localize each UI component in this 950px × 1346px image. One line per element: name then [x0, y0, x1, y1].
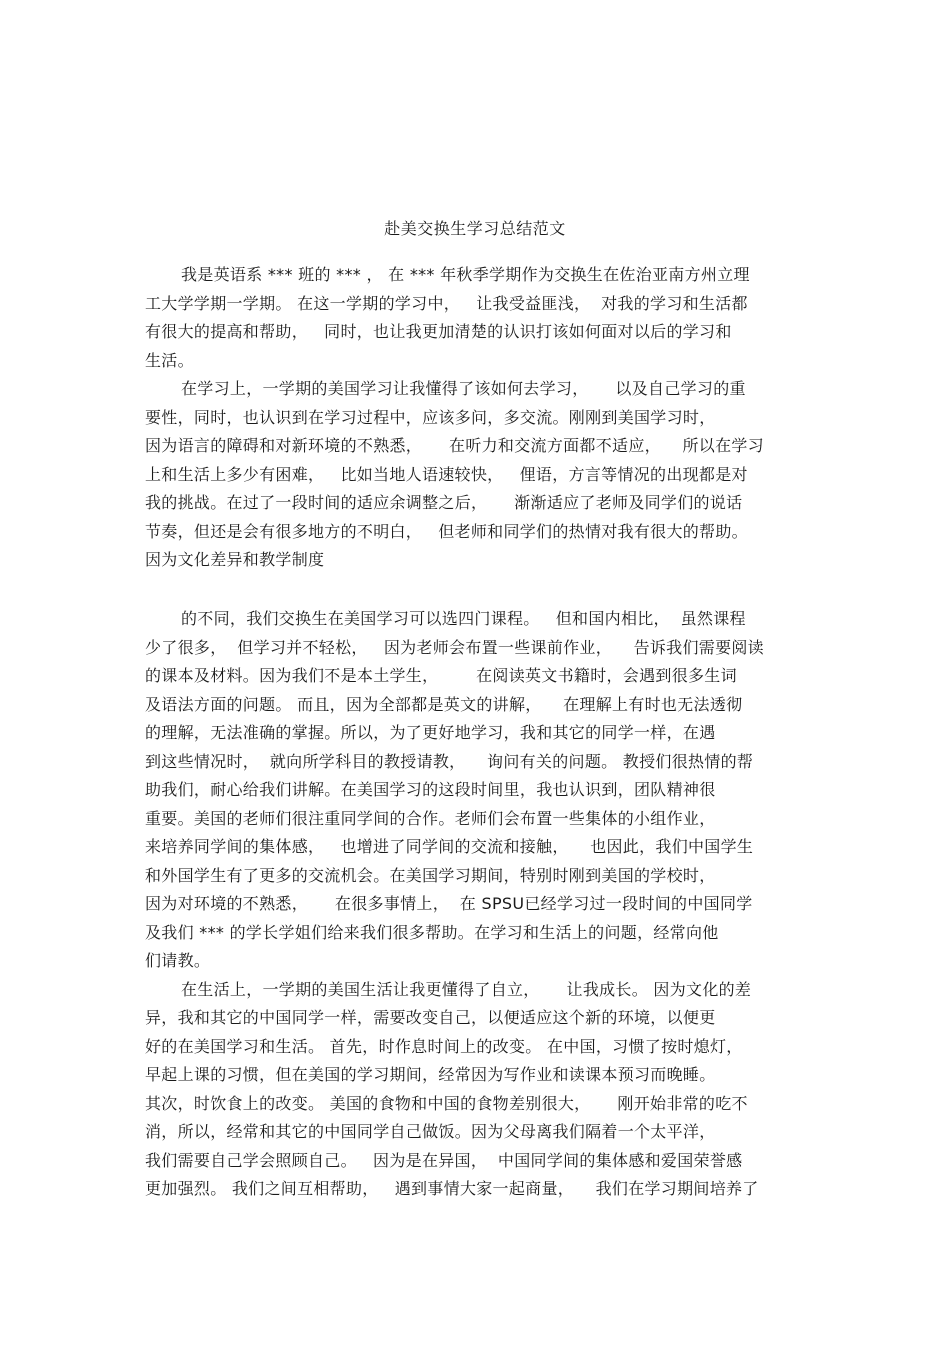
paragraph-line: 和外国学生有了更多的交流机会。在美国学习期间，特别时刚到美国的学校时， [145, 865, 716, 885]
paragraph-line: 异，我和其它的中国同学一样，需要改变自己，以便适应这个新的环境，以便更 [145, 1008, 716, 1027]
paragraph-line: 因为语言的障碍和对新环境的不熟悉， 在听力和交流方面都不适应， 所以在学习 [145, 436, 764, 455]
text-block-2 [145, 605, 825, 1204]
paragraph-line: 的理解，无法准确的掌握。所以，为了更好地学习，我和其它的同学一样，在遇 [145, 723, 716, 742]
paragraph-line: 其次，时饮食上的改变。 美国的食物和中国的食物差别很大， 刚开始非常的吃不 [145, 1093, 748, 1113]
paragraph-line: 我是英语系 *** 班的 *** ， 在 *** 年秋季学期作为交换生在佐治亚南方州立理 [181, 265, 750, 284]
text-block-1 [145, 261, 825, 575]
paragraph-line: 因为文化差异和教学制度 [145, 550, 325, 569]
paragraph-line: 我们需要自己学会照顾自己。 因为是在异国， 中国同学间的集体感和爱国荣誉感 [145, 1150, 743, 1170]
paragraph-line: 有很大的提高和帮助， 同时，也让我更加清楚的认识打该如何面对以后的学习和 [145, 322, 732, 341]
paragraph-line: 消，所以，经常和其它的中国同学自己做饭。因为父母离我们隔着一个太平洋， [145, 1122, 716, 1141]
paragraph-line: 要性，同时，也认识到在学习过程中，应该多问，多交流。刚刚到美国学习时， [145, 407, 716, 427]
paragraph-line: 上和生活上多少有困难， 比如当地人语速较快， 俚语，方言等情况的出现都是对 [145, 464, 748, 484]
paragraph-line: 来培养同学间的集体感， 也增进了同学间的交流和接触， 也因此，我们中国学生 [145, 837, 754, 856]
paragraph-line: 生活。 [145, 350, 194, 370]
document-title: 赴美交换生学习总结范文 [384, 219, 566, 238]
paragraph-line: 工大学学期一学期。 在这一学期的学习中， 让我受益匪浅， 对我的学习和生活都 [145, 293, 748, 313]
paragraph-line: 在学习上，一学期的美国学习让我懂得了该如何去学习， 以及自己学习的重 [181, 379, 746, 398]
paragraph-line: 及语法方面的问题。 而且，因为全部都是英文的讲解， 在理解上有时也无法透彻 [145, 694, 743, 714]
paragraph-line: 好的在美国学习和生活。 首先，时作息时间上的改变。 在中国，习惯了按时熄灯， [145, 1036, 743, 1056]
paragraph-line: 重要。美国的老师们很注重同学间的合作。老师们会布置一些集体的小组作业， [145, 808, 716, 828]
paragraph-line: 到这些情况时， 就向所学科目的教授请教， 询问有关的问题。 教授们很热情的帮 [145, 751, 754, 771]
paragraph-line: 及我们 *** 的学长学姐们给来我们很多帮助。在学习和生活上的问题，经常向他 [145, 922, 719, 942]
paragraph-line: 助我们，耐心给我们讲解。在美国学习的这段时间里，我也认识到，团队精神很 [145, 780, 716, 799]
paragraph-line: 的不同，我们交换生在美国学习可以选四门课程。 但和国内相比， 虽然课程 [181, 609, 746, 628]
paragraph-line: 更加强烈。 我们之间互相帮助， 遇到事情大家一起商量， 我们在学习期间培养了 [145, 1179, 759, 1198]
paragraph-line: 节奏，但还是会有很多地方的不明白， 但老师和同学们的热情对我有很大的帮助。 [145, 521, 748, 541]
paragraph-line: 的课本及材料。因为我们不是本土学生， 在阅读英文书籍时，会遇到很多生词 [145, 666, 737, 685]
paragraph-line: 我的挑战。在过了一段时间的适应余调整之后， 渐渐适应了老师及同学们的说话 [145, 493, 743, 512]
paragraph-line: 因为对环境的不熟悉， 在很多事情上， 在 SPSU已经学习过一段时间的中国同学 [145, 894, 753, 913]
paragraph-line: 在生活上，一学期的美国生活让我更懂得了自立， 让我成长。 因为文化的差 [181, 979, 752, 999]
paragraph-line: 们请教。 [145, 951, 211, 970]
paragraph-line: 早起上课的习惯，但在美国的学习期间，经常因为写作业和读课本预习而晚睡。 [145, 1065, 716, 1084]
paragraph-line: 少了很多， 但学习并不轻松， 因为老师会布置一些课前作业， 告诉我们需要阅读 [145, 637, 764, 657]
